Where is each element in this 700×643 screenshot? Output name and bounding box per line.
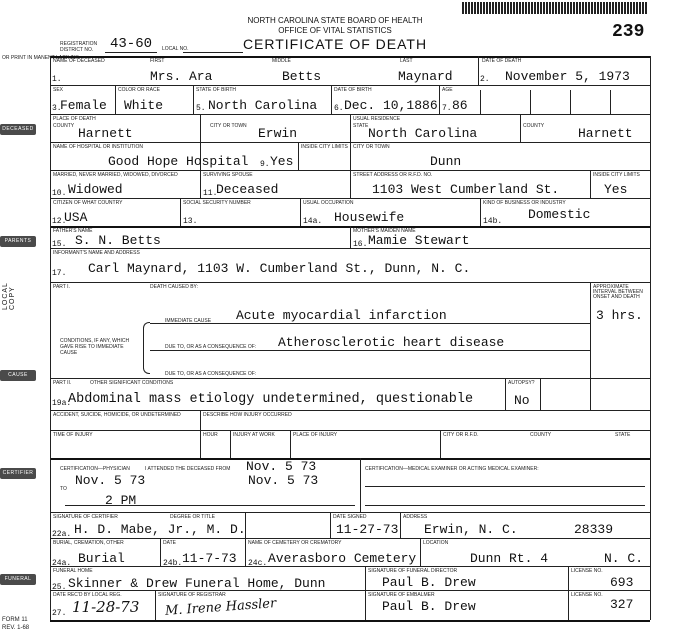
res-inside-label: INSIDE CITY LIMITS [593,172,640,178]
mother-value: Mamie Stewart [368,233,470,248]
ssn-label: SOCIAL SECURITY NUMBER [183,200,251,206]
hospital-label: NAME OF HOSPITAL OR INSTITUTION [53,144,144,150]
cemetery-label: NAME OF CEMETERY OR CREMATORY [248,540,342,546]
interval-value: 3 hrs. [596,308,643,323]
street-label: STREET ADDRESS OR R.F.D. NO. [353,172,433,178]
res-county-value: Harnett [578,126,633,141]
accident-label: ACCIDENT, SUICIDE, HOMICIDE, OR UNDETERMINED [53,412,181,418]
residence-label: USUAL RESIDENCE [353,116,401,122]
date-signed-label: DATE SIGNED [333,514,367,520]
injury-county-label: COUNTY [530,432,552,438]
at-work-label: INJURY AT WORK [233,432,275,438]
autopsy-value: No [514,393,530,408]
dob-value: Dec. 10,1886 [344,98,438,113]
father-label: FATHER'S NAME [53,228,93,234]
local-no-label: LOCAL NO. [162,46,189,52]
burial-date-label: DATE [163,540,176,546]
location-state: N. C. [604,551,644,566]
street-value: 1103 West Cumberland St. [372,182,560,197]
first-label: FIRST [150,58,165,64]
middle-label: MIDDLE [272,58,291,64]
part2-label: PART II. [53,380,72,386]
cause-bracket [143,322,150,374]
tab-cause: CAUSE [0,370,36,381]
marital-value: Widowed [68,182,123,197]
caused-by-label: DEATH CAUSED BY: [150,284,198,290]
citizen-label: CITIZEN OF WHAT COUNTRY [53,200,123,206]
last-label: LAST [400,58,413,64]
interval-label: APPROXIMATE INTERVAL BETWEEN ONSET AND DEATH [593,284,643,300]
other-conditions-label: OTHER SIGNIFICANT CONDITIONS [90,380,174,386]
informant-value: Carl Maynard, 1103 W. Cumberland St., Dunn, N. C. [88,261,471,276]
attended-from: Nov. 5 73 [246,459,317,474]
death-date: November 5, 1973 [505,69,630,84]
to-label: TO [60,486,67,492]
cemetery-value: Averasboro Cemetery [268,551,417,566]
location-value: Dunn Rt. 4 [470,551,549,566]
attended-to: Nov. 5 73 [75,473,146,488]
race-value: White [124,98,164,113]
city-label: CITY OR TOWN [210,123,247,129]
embalmer-value: Paul B. Drew [382,599,476,614]
ink-note: OR PRINT IN MANENT LACK INK [2,55,79,61]
city-value: Erwin [258,126,298,141]
medical-examiner-label: CERTIFICATION—MEDICAL EXAMINER OR ACTING MEDICAL EXAMINER: [365,466,539,472]
informant-label: INFORMANT'S NAME AND ADDRESS [53,250,140,256]
father-value: S. N. Betts [75,233,161,248]
form-number: FORM 11 REV. 1-68 [2,617,30,631]
received-date-value: 11-28-73 [72,598,140,616]
industry-label: KIND OF BUSINESS OR INDUSTRY [483,200,566,206]
birthplace-label: STATE OF BIRTH [196,87,237,93]
embalmer-license-label: LICENSE NO. [571,592,603,598]
attended-label: I ATTENDED THE DECEASED FROM [145,466,231,472]
inside-limits-value: Yes [270,154,294,169]
due-to-value: Atherosclerotic heart disease [278,335,505,350]
spouse-value: Deceased [216,182,279,197]
occupation-label: USUAL OCCUPATION [303,200,354,206]
occupation-value: Housewife [334,210,405,225]
tab-funeral: FUNERAL [0,574,36,585]
sex-label: SEX [53,87,64,93]
tab-certifier: CERTIFIER [0,468,36,479]
header-noise-bar [462,2,648,14]
first-name: Mrs. Ara [150,69,213,84]
degree-label: DEGREE OR TITLE [170,514,215,520]
date-signed-value: 11-27-73 [336,522,399,537]
other-conditions-value: Abdominal mass etiology undetermined, questionable [68,392,474,407]
spouse-label: SURVIVING SPOUSE [203,172,253,178]
part1-label: PART I. [53,284,70,290]
page-title: CERTIFICATE OF DEATH [242,36,428,52]
board-name: NORTH CAROLINA STATE BOARD OF HEALTH [247,16,423,25]
certifier-address-label: ADDRESS [403,514,428,520]
embalmer-label: SIGNATURE OF EMBALMER [368,592,435,598]
tab-deceased: DECEASED [0,124,36,135]
place-of-injury-label: PLACE OF INJURY [293,432,338,438]
certifier-zip: 28339 [574,522,614,537]
last-seen-date: Nov. 5 73 [248,473,319,488]
registrar-signature: M. Irene Hassler [164,596,277,619]
res-city-label: CITY OR TOWN [353,144,390,150]
name-label: NAME OF DECEASED [53,58,105,64]
embalmer-license-value: 327 [610,597,634,612]
location-label: LOCATION [423,540,449,546]
race-label: COLOR OR RACE [118,87,160,93]
middle-name: Betts [282,69,322,84]
hospital-value: Good Hope Hospital [108,154,249,169]
county-value: Harnett [78,126,133,141]
certifier-address-value: Erwin, N. C. [424,522,518,537]
office-name: OFFICE OF VITAL STATISTICS [278,26,392,35]
immediate-cause: Acute myocardial infarction [236,308,447,323]
director-label: SIGNATURE OF FUNERAL DIRECTOR [368,568,458,574]
res-inside-value: Yes [604,182,628,197]
received-date-label: DATE REC'D BY LOCAL REG. [53,592,122,598]
license-label: LICENSE NO. [571,568,603,574]
county-label: COUNTY [53,123,75,129]
registration-label: REGISTRATION DISTRICT NO. [60,41,98,53]
due-to-label-2: DUE TO, OR AS A CONSEQUENCE OF: [165,371,257,377]
city-rfd-label: CITY OR R.F.D. [443,432,479,438]
registrar-signature-label: SIGNATURE OF REGISTRAR [158,592,226,598]
due-to-label: DUE TO, OR AS A CONSEQUENCE OF: [165,344,257,350]
death-time: 2 PM [105,493,137,508]
place-of-death-label: PLACE OF DEATH [53,116,96,122]
age-label: AGE [442,87,453,93]
dob-label: DATE OF BIRTH [334,87,372,93]
birthplace-value: North Carolina [208,98,318,113]
disposition-label: BURIAL, CREMATION, OTHER [53,540,124,546]
conditions-label: CONDITIONS, IF ANY, WHICH GAVE RISE TO IMMEDIATE CAUSE [60,338,130,356]
res-state-value: North Carolina [368,126,478,141]
physician-cert-label: CERTIFICATION—PHYSICIAN [60,466,130,472]
disposition-value: Burial [78,551,125,566]
license-value: 693 [610,575,634,590]
time-of-injury-label: TIME OF INJURY [53,432,93,438]
registration-number: 43-60 [110,36,153,52]
last-name: Maynard [398,69,453,84]
funeral-home-value: Skinner & Drew Funeral Home, Dunn [68,576,326,591]
certifier-name: H. D. Mabe, Jr., M. D. [74,522,246,537]
citizen-value: USA [64,210,88,225]
age-value: 86 [452,98,468,113]
mother-label: MOTHER'S MAIDEN NAME [353,228,416,234]
director-value: Paul B. Drew [382,575,476,590]
immediate-label: IMMEDIATE CAUSE [165,318,212,324]
inside-limits-label: INSIDE CITY LIMITS [301,144,348,150]
res-county-label: COUNTY [523,123,545,129]
injury-state-label: STATE [615,432,631,438]
res-state-label: STATE [353,123,369,129]
date-of-death-label: DATE OF DEATH [482,58,522,64]
funeral-home-label: FUNERAL HOME [53,568,93,574]
certifier-signature-label: SIGNATURE OF CERTIFIER [53,514,118,520]
sex-value: Female [60,98,107,113]
autopsy-label: AUTOPSY? [508,380,535,386]
marital-label: MARRIED, NEVER MARRIED, WIDOWED, DIVORCED [53,172,178,178]
res-city-value: Dunn [430,154,462,169]
hour-label: HOUR [203,432,218,438]
certificate-number: 239 [612,22,645,42]
burial-date-value: 11-7-73 [182,551,237,566]
tab-parents: PARENTS [0,236,36,247]
injury-label: DESCRIBE HOW INJURY OCCURRED [203,412,292,418]
industry-value: Domestic [528,207,591,222]
